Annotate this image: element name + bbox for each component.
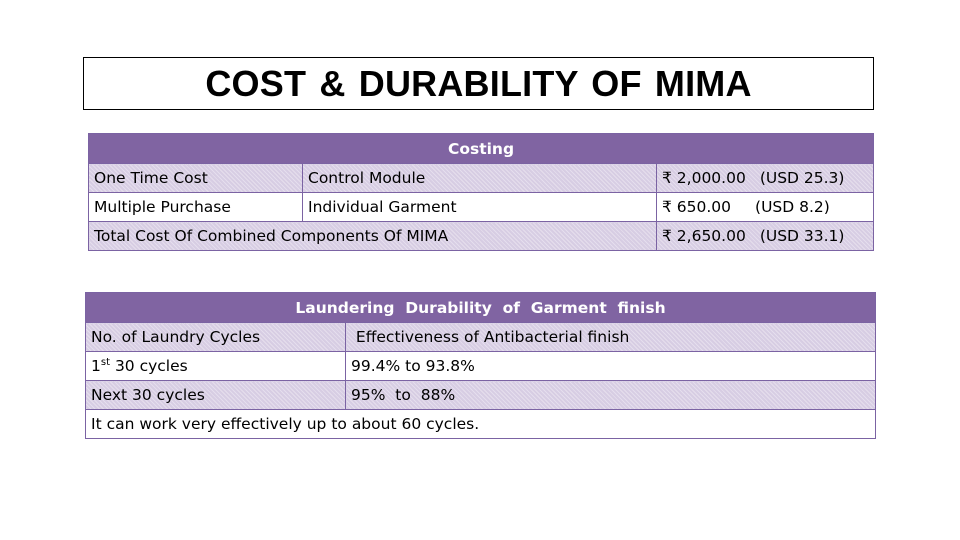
component-cell: Individual Garment bbox=[303, 193, 657, 222]
title-box bbox=[83, 57, 874, 110]
ordinal-suffix: st bbox=[100, 357, 111, 368]
cost-type-cell: One Time Cost bbox=[89, 164, 303, 193]
total-price-inr: ₹ 2,650.00 bbox=[662, 227, 746, 245]
table-row bbox=[86, 323, 876, 352]
cycle-number: 1 bbox=[91, 357, 101, 375]
effectiveness-cell: 99.4% to 93.8% bbox=[346, 352, 876, 381]
column-header-cycles: No. of Laundry Cycles bbox=[86, 323, 346, 352]
cost-type-cell: Multiple Purchase bbox=[89, 193, 303, 222]
cycles-cell bbox=[86, 352, 346, 381]
table-row bbox=[89, 193, 874, 222]
price-cell bbox=[657, 164, 874, 193]
component-cell: Control Module bbox=[303, 164, 657, 193]
table-row bbox=[86, 381, 876, 410]
table-row bbox=[86, 352, 876, 381]
price-usd: (USD 25.3) bbox=[759, 169, 845, 187]
costing-header: Costing bbox=[89, 134, 874, 164]
column-header-effectiveness: Effectiveness of Antibacterial finish bbox=[346, 323, 876, 352]
price-cell bbox=[657, 193, 874, 222]
total-price-cell bbox=[657, 222, 874, 251]
price-usd: (USD 8.2) bbox=[755, 198, 830, 216]
laundering-table bbox=[85, 292, 876, 439]
table-row bbox=[89, 222, 874, 251]
cycle-label: 30 cycles bbox=[110, 357, 188, 375]
table-row bbox=[89, 164, 874, 193]
page-title: COST & DURABILITY OF MIMA bbox=[205, 62, 752, 104]
price-inr: ₹ 650.00 bbox=[662, 198, 732, 216]
total-label-cell: Total Cost Of Combined Components Of MIMA bbox=[89, 222, 657, 251]
table-row bbox=[86, 410, 876, 439]
cycles-cell: Next 30 cycles bbox=[86, 381, 346, 410]
costing-table bbox=[88, 133, 874, 251]
price-inr: ₹ 2,000.00 bbox=[662, 169, 746, 187]
total-price-usd: (USD 33.1) bbox=[759, 227, 845, 245]
laundering-header: Laundering Durability of Garment finish bbox=[86, 293, 876, 323]
note-cell: It can work very effectively up to about 60 cycles. bbox=[86, 410, 876, 439]
effectiveness-cell: 95% to 88% bbox=[346, 381, 876, 410]
